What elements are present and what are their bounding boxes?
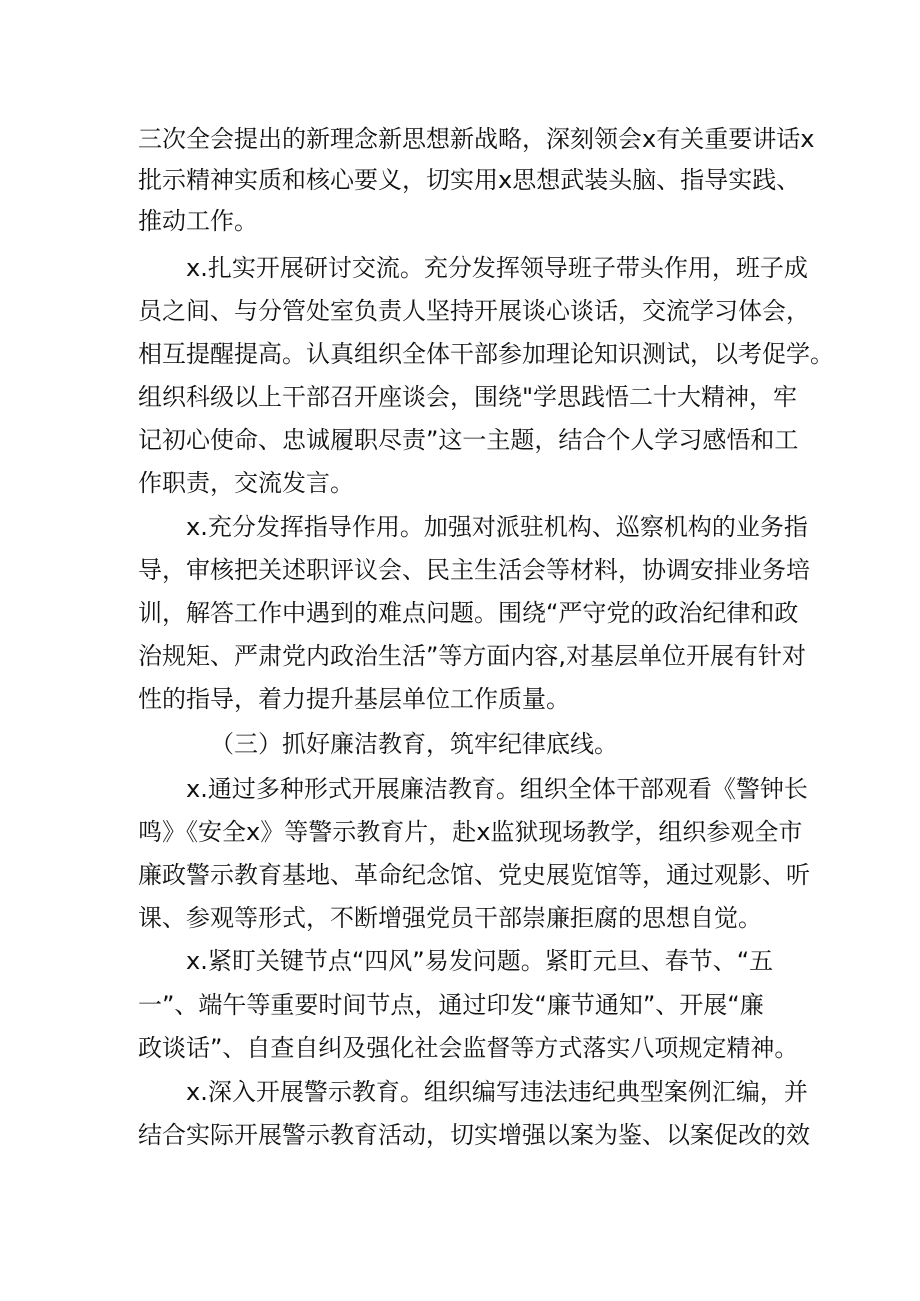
paragraph-line: 鸣》《安全x》等警示教育片，赴x监狱现场教学，组织参观全市 <box>138 818 803 846</box>
paragraph-line: x.紧盯关键节点“四风”易发问题。紧盯元旦、春节、“五 <box>186 947 774 975</box>
paragraph-line: 记初心使命、忠诚履职尽责”这一主题，结合个人学习感悟和工 <box>138 426 799 454</box>
paragraph-line: 三次全会提出的新理念新思想新战略，深刻领会x有关重要讲话x <box>138 125 815 153</box>
paragraph-line: 相互提醒提高。认真组织全体干部参加理论知识测试，以考促学。 <box>138 340 834 368</box>
paragraph-line: 一”、端午等重要时间节点，通过印发“廉节通知”、开展“廉 <box>138 991 764 1019</box>
paragraph-line: 课、参观等形式，不断增强党员干部崇廉拒腐的思想自觉。 <box>138 904 762 932</box>
paragraph-line: 治规矩、严肃党内政治生活”等方面内容,对基层单位开展有针对 <box>138 642 807 670</box>
paragraph-line: x.充分发挥指导作用。加强对派驻机构、巡察机构的业务指 <box>186 513 808 541</box>
paragraph-line: 性的指导，着力提升基层单位工作质量。 <box>138 685 570 713</box>
paragraph-line: 政谈话”、自查自纠及强化社会监督等方式落实八项规定精神。 <box>138 1034 799 1062</box>
paragraph-line: 组织科级以上干部召开座谈会，围绕"学思践悟二十大精神，牢 <box>138 383 798 411</box>
paragraph-line: 训，解答工作中遇到的难点问题。围绕“严守党的政治纪律和政 <box>138 599 799 627</box>
paragraph-line: 员之间、与分管处室负责人坚持开展谈心谈话，交流学习体会， <box>138 297 810 325</box>
paragraph-line: 导，审核把关述职评议会、民主生活会等材料，协调安排业务培 <box>138 556 810 584</box>
paragraph-line: 推动工作。 <box>138 207 258 235</box>
paragraph-line: 廉政警示教育基地、革命纪念馆、党史展览馆等，通过观影、听 <box>138 861 810 889</box>
paragraph-line: 作职责，交流发言。 <box>138 469 354 497</box>
paragraph-line: 批示精神实质和核心要义，切实用x思想武装头脑、指导实践、 <box>138 166 801 194</box>
paragraph-line: x.深入开展警示教育。组织编写违法违纪典型案例汇编，并 <box>186 1078 808 1106</box>
paragraph-line: x.通过多种形式开展廉洁教育。组织全体干部观看《警钟长 <box>186 775 808 803</box>
paragraph-line: x.扎实开展研讨交流。充分发挥领导班子带头作用，班子成 <box>186 254 808 282</box>
paragraph-line: 结合实际开展警示教育活动，切实增强以案为鉴、以案促改的效 <box>138 1121 810 1149</box>
section-heading: （三）抓好廉洁教育，筑牢纪律底线。 <box>210 730 618 758</box>
